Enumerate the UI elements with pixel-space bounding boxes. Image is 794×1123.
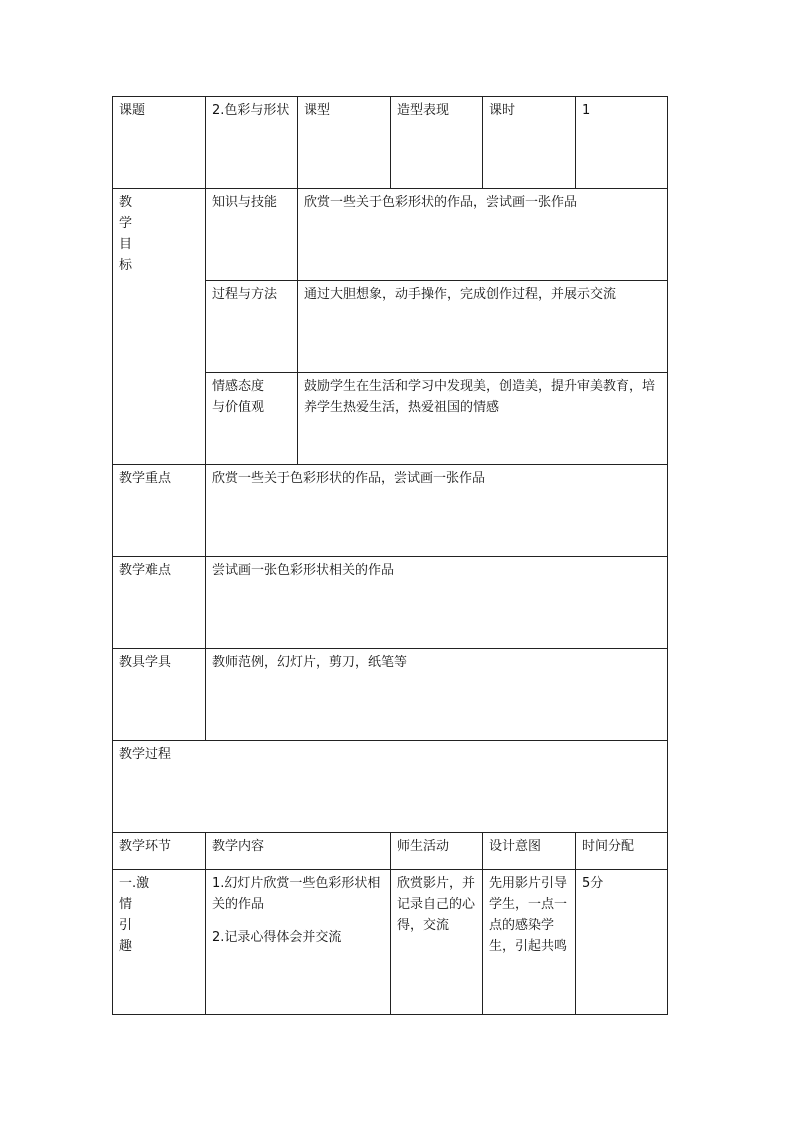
objectives-label-char: 学	[119, 216, 133, 231]
content-cell	[206, 870, 391, 1015]
content-item: 2.记录心得体会并交流	[212, 930, 342, 945]
process-header-row	[113, 833, 668, 870]
lesson-type-value: 造型表现	[391, 97, 483, 189]
topic-value: 2.色彩与形状	[206, 97, 298, 189]
attitude-values-text: 鼓励学生在生活和学习中发现美，创造美，提升审美教育，培养学生热爱生活，热爱祖国的情感	[298, 373, 668, 465]
knowledge-skills-text: 欣赏一些关于色彩形状的作品，尝试画一张作品	[298, 189, 668, 281]
objectives-label-char: 目	[119, 237, 133, 252]
col-activity: 师生活动	[391, 833, 483, 870]
knowledge-skills-label: 知识与技能	[206, 189, 298, 281]
time-cell: 5分	[576, 870, 668, 1015]
objectives-label-char: 标	[119, 258, 133, 273]
objectives-label	[113, 189, 206, 465]
intent-cell: 先用影片引导学生，一点一点的感染学生，引起共鸣	[483, 870, 576, 1015]
key-point-text: 欣赏一些关于色彩形状的作品，尝试画一张作品	[206, 465, 668, 557]
attitude-label-line: 情感态度	[212, 379, 265, 394]
activity-cell: 欣赏影片，并记录自己的心得，交流	[391, 870, 483, 1015]
key-point-row	[113, 465, 668, 557]
col-time: 时间分配	[576, 833, 668, 870]
process-title-row	[113, 741, 668, 833]
stage-char: 引	[119, 918, 133, 933]
lesson-type-label: 课型	[298, 97, 391, 189]
lesson-plan-table	[112, 96, 668, 1015]
content-item: 1.幻灯片欣赏一些色彩形状相关的作品	[212, 876, 381, 912]
key-point-label: 教学重点	[113, 465, 206, 557]
process-method-label: 过程与方法	[206, 281, 298, 373]
process-method-text: 通过大胆想象，动手操作，完成创作过程，并展示交流	[298, 281, 668, 373]
attitude-values-label	[206, 373, 298, 465]
objectives-label-char: 教	[119, 195, 133, 210]
topic-label: 课题	[113, 97, 206, 189]
stage-cell	[113, 870, 206, 1015]
objective-row-knowledge	[113, 189, 668, 281]
tools-row	[113, 649, 668, 741]
header-row	[113, 97, 668, 189]
lesson-hours-label: 课时	[483, 97, 576, 189]
col-content: 教学内容	[206, 833, 391, 870]
attitude-label-line: 与价值观	[212, 400, 265, 415]
tools-text: 教师范例，幻灯片，剪刀，纸笔等	[206, 649, 668, 741]
tools-label: 教具学具	[113, 649, 206, 741]
stage-char: 一.激	[119, 876, 150, 891]
process-row	[113, 870, 668, 1015]
stage-char: 趣	[119, 939, 133, 954]
content-spacer	[212, 915, 384, 927]
col-stage: 教学环节	[113, 833, 206, 870]
stage-char: 情	[119, 897, 133, 912]
difficulty-row	[113, 557, 668, 649]
lesson-hours-value: 1	[576, 97, 668, 189]
process-title: 教学过程	[113, 741, 668, 833]
difficulty-label: 教学难点	[113, 557, 206, 649]
difficulty-text: 尝试画一张色彩形状相关的作品	[206, 557, 668, 649]
col-intent: 设计意图	[483, 833, 576, 870]
